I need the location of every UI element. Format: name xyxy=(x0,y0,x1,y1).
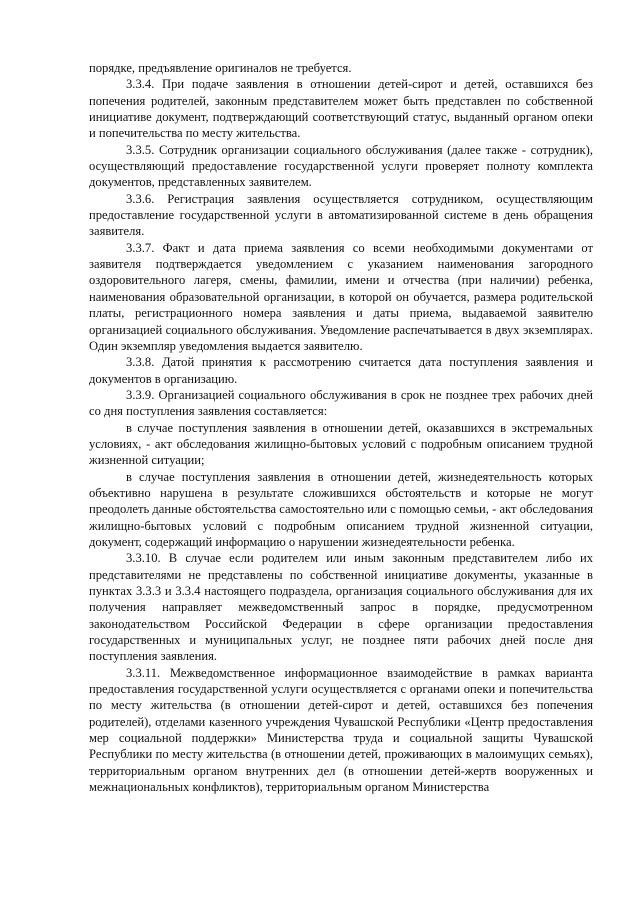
paragraph-3-3-9: 3.3.9. Организацией социального обслуживания в срок не позднее трех рабочих дней со дня поступления заявления составляется: xyxy=(89,387,593,419)
paragraph-3-3-9-case-impaired: в случае поступления заявления в отношении детей, жизнедеятельность которых объективно нарушена в результате сложившихся обстоятельств и которые не могут преодолеть данные обстоятельства самостоятельно или с помощью семьи, - акт обследования жилищно-бытовых условий с подробным описанием трудной жизненной ситуации, документ, содержащий информацию о нарушении жизнедеятельности ребенка. xyxy=(89,469,593,549)
paragraph-3-3-8: 3.3.8. Датой принятия к рассмотрению считается дата поступления заявления и документов в организацию. xyxy=(89,355,593,386)
paragraph-3-3-6: 3.3.6. Регистрация заявления осуществляется сотрудником, осуществляющим предоставление государственной услуги в автоматизированной системе в день обращения заявителя. xyxy=(89,191,593,239)
document-page xyxy=(89,60,593,795)
paragraph-3-3-9-case-extreme: в случае поступления заявления в отношении детей, оказавшихся в экстремальных условиях, - акт обследования жилищно-бытовых условий с подробным описанием трудной жизненной ситуации; xyxy=(89,420,593,468)
paragraph-3-3-11: 3.3.11. Межведомственное информационное взаимодействие в рамках варианта предоставления государственной услуги осуществляется с органами опеки и попечительства по месту жительства (в отношении детей-сирот и детей, оставшихся без попечения родителей), отделами казенного учреждения Чувашской Республики «Центр предоставления мер социальной поддержки» Министерства труда и социальной защиты Чувашской Республики по месту жительства (в отношении детей, проживающих в малоимущих семьях), территориальным органом внутренних дел (в отношении детей-жертв вооруженных и межнациональных конфликтов), территориальным органом Министерства xyxy=(89,665,593,795)
paragraph-3-3-5: 3.3.5. Сотрудник организации социального обслуживания (далее также - сотрудник), осуществляющий предоставление государственной услуги проверяет полноту комплекта документов, представленных заявителем. xyxy=(89,142,593,190)
paragraph-3-3-10: 3.3.10. В случае если родителем или иным законным представителем либо их представителями не представлены по собственной инициативе документы, указанные в пунктах 3.3.3 и 3.3.4 настоящего подраздела, организация социального обслуживания для их получения направляет межведомственный запрос в порядке, предусмотренном законодательством Российской Федерации в сфере организации предоставления государственных и муниципальных услуг, не позднее пяти рабочих дней после дня поступления заявления. xyxy=(89,551,593,664)
paragraph-continuation: порядке, предъявление оригиналов не требуется. xyxy=(89,61,352,75)
paragraph-3-3-4: 3.3.4. При подаче заявления в отношении детей-сирот и детей, оставшихся без попечения родителей, законным представителем может быть представлен по собственной инициативе документ, подтверждающий соответствующий статус, выданный органом опеки и попечительства по месту жительства. xyxy=(89,77,593,141)
paragraph-3-3-7: 3.3.7. Факт и дата приема заявления со всеми необходимыми документами от заявителя подтверждается уведомлением с указанием наименования загородного оздоровительного лагеря, смены, фамилии, имени и отчества (при наличии) ребенка, наименования образовательной организации, в которой он обучается, размера родительской платы, регистрационного номера заявления и даты приема, выдаваемой заявителю организацией социального обслуживания. Уведомление распечатывается в двух экземплярах. Один экземпляр уведомления выдается заявителю. xyxy=(89,240,593,353)
